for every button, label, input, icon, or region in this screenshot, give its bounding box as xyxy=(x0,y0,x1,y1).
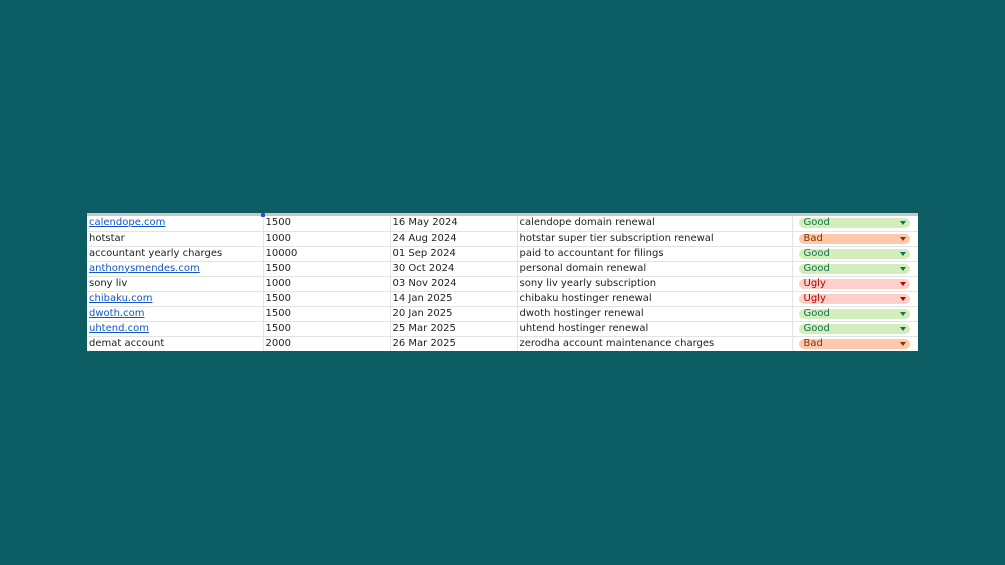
status-cell[interactable] xyxy=(792,231,918,246)
dropdown-arrow-icon[interactable] xyxy=(900,252,906,256)
date-cell[interactable]: 20 Jan 2025 xyxy=(390,306,517,321)
status-label: Good xyxy=(803,247,830,259)
status-dropdown-chip[interactable] xyxy=(799,249,911,259)
amount-cell[interactable]: 1000 xyxy=(263,276,390,291)
status-dropdown-chip[interactable] xyxy=(799,339,911,349)
expenses-table xyxy=(87,216,918,351)
dropdown-arrow-icon[interactable] xyxy=(900,312,906,316)
dropdown-arrow-icon[interactable] xyxy=(900,327,906,331)
name-cell[interactable] xyxy=(87,261,263,276)
description-cell[interactable]: uhtend hostinger renewal xyxy=(517,321,792,336)
name-cell[interactable]: accountant yearly charges xyxy=(87,246,263,261)
date-cell[interactable]: 26 Mar 2025 xyxy=(390,336,517,351)
name-cell[interactable] xyxy=(87,306,263,321)
status-cell[interactable] xyxy=(792,336,918,351)
status-label: Bad xyxy=(803,232,823,244)
site-link[interactable]: dwoth.com xyxy=(89,307,145,319)
date-cell[interactable]: 25 Mar 2025 xyxy=(390,321,517,336)
status-label: Bad xyxy=(803,337,823,349)
description-cell[interactable]: zerodha account maintenance charges xyxy=(517,336,792,351)
description-cell[interactable]: paid to accountant for filings xyxy=(517,246,792,261)
date-cell[interactable]: 30 Oct 2024 xyxy=(390,261,517,276)
name-cell[interactable] xyxy=(87,291,263,306)
description-cell[interactable]: chibaku hostinger renewal xyxy=(517,291,792,306)
status-cell[interactable] xyxy=(792,246,918,261)
date-cell[interactable]: 03 Nov 2024 xyxy=(390,276,517,291)
description-cell[interactable]: sony liv yearly subscription xyxy=(517,276,792,291)
table-row xyxy=(87,261,918,276)
site-link[interactable]: anthonysmendes.com xyxy=(89,262,200,274)
status-cell[interactable] xyxy=(792,291,918,306)
status-label: Ugly xyxy=(803,292,826,304)
name-cell[interactable] xyxy=(87,216,263,231)
status-label: Good xyxy=(803,307,830,319)
description-cell[interactable]: calendope domain renewal xyxy=(517,216,792,231)
name-cell[interactable]: hotstar xyxy=(87,231,263,246)
date-cell[interactable]: 16 May 2024 xyxy=(390,216,517,231)
site-link[interactable]: uhtend.com xyxy=(89,322,149,334)
status-dropdown-chip[interactable] xyxy=(799,309,911,319)
status-dropdown-chip[interactable] xyxy=(799,264,911,274)
amount-cell[interactable]: 1500 xyxy=(263,291,390,306)
dropdown-arrow-icon[interactable] xyxy=(900,237,906,241)
spreadsheet-grid xyxy=(87,213,918,351)
table-row xyxy=(87,246,918,261)
status-dropdown-chip[interactable] xyxy=(799,234,911,244)
site-link[interactable]: calendope.com xyxy=(89,217,166,229)
table-row xyxy=(87,216,918,231)
status-dropdown-chip[interactable] xyxy=(799,218,911,228)
amount-cell[interactable]: 10000 xyxy=(263,246,390,261)
date-cell[interactable]: 14 Jan 2025 xyxy=(390,291,517,306)
date-cell[interactable]: 24 Aug 2024 xyxy=(390,231,517,246)
status-dropdown-chip[interactable] xyxy=(799,324,911,334)
table-row xyxy=(87,321,918,336)
status-label: Good xyxy=(803,322,830,334)
selection-handle[interactable] xyxy=(261,213,265,217)
dropdown-arrow-icon[interactable] xyxy=(900,267,906,271)
status-dropdown-chip[interactable] xyxy=(799,279,911,289)
amount-cell[interactable]: 2000 xyxy=(263,336,390,351)
status-label: Ugly xyxy=(803,277,826,289)
table-row xyxy=(87,291,918,306)
status-cell[interactable] xyxy=(792,321,918,336)
status-label: Good xyxy=(803,262,830,274)
amount-cell[interactable]: 1500 xyxy=(263,216,390,231)
table-row xyxy=(87,276,918,291)
name-cell[interactable] xyxy=(87,321,263,336)
description-cell[interactable]: hotstar super tier subscription renewal xyxy=(517,231,792,246)
amount-cell[interactable]: 1500 xyxy=(263,306,390,321)
table-row xyxy=(87,231,918,246)
status-cell[interactable] xyxy=(792,306,918,321)
site-link[interactable]: chibaku.com xyxy=(89,292,153,304)
dropdown-arrow-icon[interactable] xyxy=(900,297,906,301)
dropdown-arrow-icon[interactable] xyxy=(900,221,906,225)
description-cell[interactable]: personal domain renewal xyxy=(517,261,792,276)
table-row xyxy=(87,306,918,321)
date-cell[interactable]: 01 Sep 2024 xyxy=(390,246,517,261)
status-cell[interactable] xyxy=(792,276,918,291)
dropdown-arrow-icon[interactable] xyxy=(900,282,906,286)
status-dropdown-chip[interactable] xyxy=(799,294,911,304)
amount-cell[interactable]: 1500 xyxy=(263,321,390,336)
status-cell[interactable] xyxy=(792,261,918,276)
amount-cell[interactable]: 1000 xyxy=(263,231,390,246)
status-cell[interactable] xyxy=(792,216,918,231)
dropdown-arrow-icon[interactable] xyxy=(900,342,906,346)
description-cell[interactable]: dwoth hostinger renewal xyxy=(517,306,792,321)
table-row xyxy=(87,336,918,351)
name-cell[interactable]: demat account xyxy=(87,336,263,351)
status-label: Good xyxy=(803,217,830,229)
amount-cell[interactable]: 1500 xyxy=(263,261,390,276)
name-cell[interactable]: sony liv xyxy=(87,276,263,291)
